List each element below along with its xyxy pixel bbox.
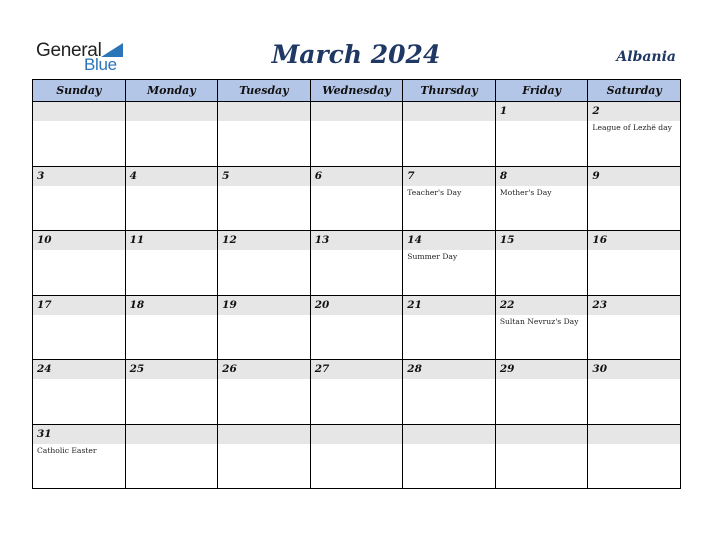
holiday-label: Mother's Day [499, 187, 552, 197]
day-number-band [126, 425, 218, 444]
holiday-label: League of Lezhë day [592, 123, 672, 132]
day-number: 10 [37, 234, 52, 246]
day-number-band [496, 167, 588, 186]
day-cell [126, 231, 219, 296]
day-cell [311, 102, 404, 167]
day-number-band [588, 167, 680, 186]
day-cell [33, 167, 126, 232]
holiday-label: Summer Day [407, 252, 458, 261]
day-cell [588, 360, 681, 425]
day-number: 1 [499, 105, 508, 117]
day-number-band [218, 425, 310, 444]
day-number-band [218, 102, 310, 121]
day-number: 2 [592, 105, 600, 117]
day-number: 22 [499, 298, 515, 311]
day-number: 7 [407, 169, 415, 182]
holiday-label: Sultan Nevruz's Day [499, 316, 579, 326]
day-cell [496, 296, 589, 361]
day-number: 3 [37, 169, 45, 182]
day-number: 12 [222, 234, 237, 246]
day-number: 16 [592, 234, 608, 246]
logo-general-text: General [36, 40, 102, 61]
day-cell [588, 296, 681, 361]
day-number: 17 [37, 298, 52, 311]
day-number: 8 [499, 169, 508, 182]
day-cell [496, 360, 589, 425]
day-cell [33, 231, 126, 296]
day-cell [33, 102, 126, 167]
holiday-label: Teacher's Day [407, 187, 462, 197]
weekday-header-friday: Friday [496, 80, 589, 102]
day-cell [218, 231, 311, 296]
day-number-band [33, 167, 125, 186]
day-cell [496, 102, 589, 167]
day-cell [33, 425, 126, 490]
weekday-header-wednesday: Wednesday [311, 80, 404, 102]
day-cell [496, 167, 589, 232]
day-cell [126, 102, 219, 167]
day-cell [496, 425, 589, 490]
day-cell [311, 425, 404, 490]
day-number: 30 [592, 363, 608, 375]
day-cell [588, 102, 681, 167]
day-number: 18 [129, 298, 145, 311]
day-cell [311, 296, 404, 361]
day-cell [403, 360, 496, 425]
day-number-band [126, 102, 218, 121]
day-number: 4 [129, 169, 137, 182]
day-cell [218, 425, 311, 490]
day-cell [218, 360, 311, 425]
day-number: 19 [222, 298, 237, 311]
day-number: 21 [407, 298, 422, 311]
day-cell [218, 167, 311, 232]
day-cell [403, 102, 496, 167]
weekday-header-tuesday: Tuesday [218, 80, 311, 102]
day-number: 29 [499, 363, 515, 375]
day-number: 20 [314, 298, 330, 311]
day-number: 13 [314, 234, 330, 246]
day-cell [588, 425, 681, 490]
day-number-band [33, 102, 125, 121]
day-number-band [311, 102, 403, 121]
day-cell [403, 167, 496, 232]
day-number-band [311, 425, 403, 444]
weekday-header-monday: Monday [126, 80, 219, 102]
day-number: 14 [407, 234, 422, 246]
weekday-header-thursday: Thursday [403, 80, 496, 102]
day-number: 11 [129, 234, 145, 246]
day-cell [588, 231, 681, 296]
day-cell [588, 167, 681, 232]
day-number: 9 [592, 169, 600, 182]
day-cell [33, 296, 126, 361]
day-cell [126, 360, 219, 425]
day-cell [403, 296, 496, 361]
day-cell [403, 231, 496, 296]
day-cell [126, 425, 219, 490]
day-number: 27 [314, 363, 330, 375]
day-cell [311, 231, 404, 296]
weekday-header-sunday: Sunday [33, 80, 126, 102]
day-number-band [588, 102, 680, 121]
weekday-header-saturday: Saturday [588, 80, 681, 102]
day-number-band [218, 167, 310, 186]
day-cell [33, 360, 126, 425]
day-number-band [496, 102, 588, 121]
day-number-band [496, 425, 588, 444]
calendar-grid [32, 79, 681, 489]
day-number-band [403, 167, 495, 186]
day-number: 15 [499, 234, 515, 246]
day-number: 6 [314, 169, 323, 182]
day-number-band [126, 167, 218, 186]
page-title: March 2024 [271, 40, 441, 69]
day-number: 26 [222, 363, 237, 375]
day-number: 25 [129, 363, 145, 375]
logo-blue-text: Blue [84, 55, 117, 74]
day-cell [126, 167, 219, 232]
day-cell [403, 425, 496, 490]
day-number-band [311, 167, 403, 186]
day-number: 31 [37, 427, 52, 440]
day-number-band [403, 102, 495, 121]
day-cell [218, 296, 311, 361]
day-cell [496, 231, 589, 296]
day-number: 24 [37, 363, 52, 375]
holiday-label: Catholic Easter [37, 445, 97, 455]
day-number: 28 [407, 363, 422, 375]
day-number: 23 [592, 298, 608, 311]
day-cell [311, 360, 404, 425]
day-number-band [403, 425, 495, 444]
day-number: 5 [222, 169, 230, 182]
country-label: Albania [616, 49, 676, 65]
day-number-band [588, 425, 680, 444]
day-cell [218, 102, 311, 167]
day-cell [126, 296, 219, 361]
day-cell [311, 167, 404, 232]
